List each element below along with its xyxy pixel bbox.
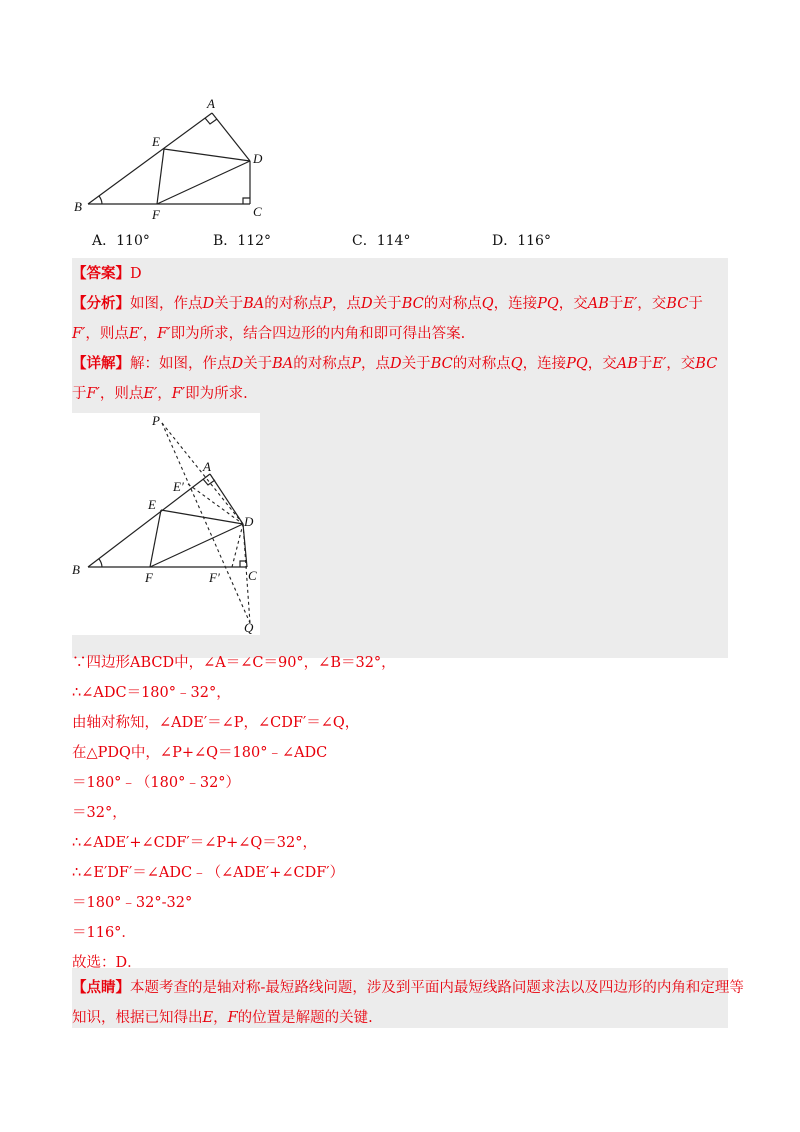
comment-var: F xyxy=(227,1010,238,1026)
analysis-text: 关于 xyxy=(214,296,244,312)
solution-line-9: ＝180°﹣32°-32° xyxy=(72,895,193,911)
comment-text: 知识，根据已知得出 xyxy=(72,1010,203,1026)
detail-text: 于 xyxy=(637,356,653,372)
detail-var: F′ xyxy=(171,386,186,402)
comment-line-1 xyxy=(72,976,744,997)
analysis-var: E′ xyxy=(623,296,638,312)
right-angle-mark-A xyxy=(205,118,217,124)
solution-line-5: ＝180°﹣（180°﹣32°） xyxy=(72,775,241,791)
label-C: C xyxy=(253,204,262,219)
label-F-prime: F′ xyxy=(209,570,220,585)
analysis-var: P xyxy=(322,296,333,312)
label-F: F xyxy=(145,570,153,585)
analysis-text: 如图，作点 xyxy=(130,296,203,312)
detail-var: E′ xyxy=(143,386,158,402)
option-b-value: 112° xyxy=(237,233,272,249)
label-F: F xyxy=(152,207,160,222)
label-E: E xyxy=(148,497,156,512)
detail-text: ，点 xyxy=(361,356,391,372)
answer-options xyxy=(92,230,732,252)
label-C: C xyxy=(248,568,257,583)
analysis-var: D xyxy=(202,296,215,312)
detail-text: 解：如图，作点 xyxy=(130,356,232,372)
analysis-text: 的对称点 xyxy=(264,296,323,312)
analysis-var: F′ xyxy=(157,326,171,342)
analysis-text: 关于 xyxy=(372,296,402,312)
detail-var: F′ xyxy=(86,386,100,402)
comment-tag: 【点睛】 xyxy=(72,979,130,996)
option-c xyxy=(352,230,410,250)
analysis-line-1 xyxy=(72,292,703,313)
comment-line-2 xyxy=(72,1006,373,1027)
detail-var: BC xyxy=(695,356,718,372)
option-a-letter: A． xyxy=(92,233,117,249)
detail-line-1 xyxy=(72,352,717,373)
analysis-line-2 xyxy=(72,322,465,343)
segment-FD xyxy=(157,161,250,204)
option-c-letter: C． xyxy=(352,233,377,249)
answer-tag: 【答案】 xyxy=(72,265,130,282)
label-A: A xyxy=(203,459,211,474)
analysis-text: ，连接 xyxy=(493,296,538,312)
solution-line-6: ＝32°， xyxy=(72,805,127,821)
answer-value: D xyxy=(130,266,142,282)
option-c-value: 114° xyxy=(376,233,411,249)
analysis-var: PQ xyxy=(537,296,559,312)
figure-2 xyxy=(72,413,260,635)
analysis-text: ，交 xyxy=(558,296,588,312)
solution-line-10: ＝116°． xyxy=(72,925,136,941)
analysis-tag: 【分析】 xyxy=(72,295,130,312)
solution-line-11: 故选：D． xyxy=(72,955,142,971)
detail-text: ，则点 xyxy=(99,386,144,402)
detail-var: E′ xyxy=(652,356,667,372)
analysis-var: BC xyxy=(666,296,689,312)
solution-line-1: ∵四边形ABCD中，∠A＝∠C＝90°，∠B＝32°， xyxy=(72,655,396,671)
detail-text: 的对称点 xyxy=(452,356,511,372)
option-b xyxy=(213,230,271,250)
analysis-text: 于 xyxy=(608,296,624,312)
detail-text: ，交 xyxy=(587,356,617,372)
angle-arc-B xyxy=(99,196,102,204)
label-B: B xyxy=(72,562,80,577)
detail-var: Q xyxy=(510,356,523,372)
detail-text: 于 xyxy=(72,386,87,402)
solution-line-2: ∴∠ADC＝180°﹣32°， xyxy=(72,685,231,701)
option-a xyxy=(92,230,150,250)
segment-ED xyxy=(164,149,250,161)
right-angle-mark-C xyxy=(243,198,250,204)
analysis-var: D xyxy=(361,296,373,312)
option-b-letter: B． xyxy=(213,233,238,249)
detail-var: AB xyxy=(616,356,638,372)
analysis-var: AB xyxy=(587,296,609,312)
detail-var: D xyxy=(231,356,244,372)
segment-BA xyxy=(88,113,212,204)
segment-EF xyxy=(157,149,164,204)
analysis-var: BA xyxy=(243,296,265,312)
detail-var: D xyxy=(390,356,402,372)
analysis-var: Q xyxy=(481,296,494,312)
label-D: D xyxy=(253,151,263,166)
detail-line-2 xyxy=(72,382,248,403)
label-D: D xyxy=(244,514,254,529)
option-d-letter: D． xyxy=(492,233,518,249)
figure-2-background xyxy=(72,413,260,635)
comment-var: E xyxy=(202,1010,214,1026)
solution-line-7: ∴∠ADE′+∠CDF′＝∠P+∠Q＝32°， xyxy=(72,835,318,851)
analysis-text: 于 xyxy=(688,296,703,312)
comment-text: 的位置是解题的关键. xyxy=(237,1010,373,1026)
analysis-text: ，点 xyxy=(332,296,362,312)
detail-tag: 【详解】 xyxy=(72,355,130,372)
analysis-text: 即为所求，结合四边形的内角和即可得出答案. xyxy=(170,326,466,342)
label-Q: Q xyxy=(244,620,254,635)
solution-line-8: ∴∠E′DF′＝∠ADC﹣（∠ADE′+∠CDF′） xyxy=(72,865,345,881)
solution-line-4: 在△PDQ中，∠P+∠Q＝180°﹣∠ADC xyxy=(72,745,328,761)
detail-text: 关于 xyxy=(401,356,431,372)
analysis-var: F′ xyxy=(72,326,86,342)
label-P: P xyxy=(152,413,160,428)
analysis-text: ，交 xyxy=(637,296,667,312)
analysis-var: BC xyxy=(401,296,424,312)
label-A: A xyxy=(207,96,215,111)
detail-text: 关于 xyxy=(243,356,273,372)
detail-text: ，连接 xyxy=(522,356,567,372)
segment-AD xyxy=(212,113,250,161)
option-d xyxy=(492,230,551,250)
detail-var: BA xyxy=(272,356,294,372)
detail-var: P xyxy=(351,356,362,372)
label-E-prime: E′ xyxy=(173,479,184,494)
detail-text: 的对称点 xyxy=(293,356,352,372)
detail-text: 即为所求. xyxy=(185,386,248,402)
solution-line-3: 由轴对称知，∠ADE′＝∠P，∠CDF′＝∠Q， xyxy=(72,715,360,731)
comment-text: ， xyxy=(213,1010,228,1026)
comment-text: 本题考查的是轴对称-最短路线问题，涉及到平面内最短线路问题求法以及四边形的内角和定理等 xyxy=(130,980,744,996)
option-a-value: 110° xyxy=(116,233,150,249)
analysis-text: ，则点 xyxy=(85,326,129,342)
detail-var: BC xyxy=(430,356,453,372)
detail-text: ，交 xyxy=(666,356,696,372)
analysis-text: ， xyxy=(142,326,158,342)
option-d-value: 116° xyxy=(517,233,551,249)
label-E: E xyxy=(152,134,160,149)
figure-1 xyxy=(72,92,272,227)
analysis-text: 的对称点 xyxy=(423,296,482,312)
analysis-var: E′ xyxy=(128,326,143,342)
answer-line xyxy=(72,262,142,283)
label-B: B xyxy=(74,199,82,214)
detail-var: PQ xyxy=(566,356,588,372)
detail-text: ， xyxy=(157,386,172,402)
